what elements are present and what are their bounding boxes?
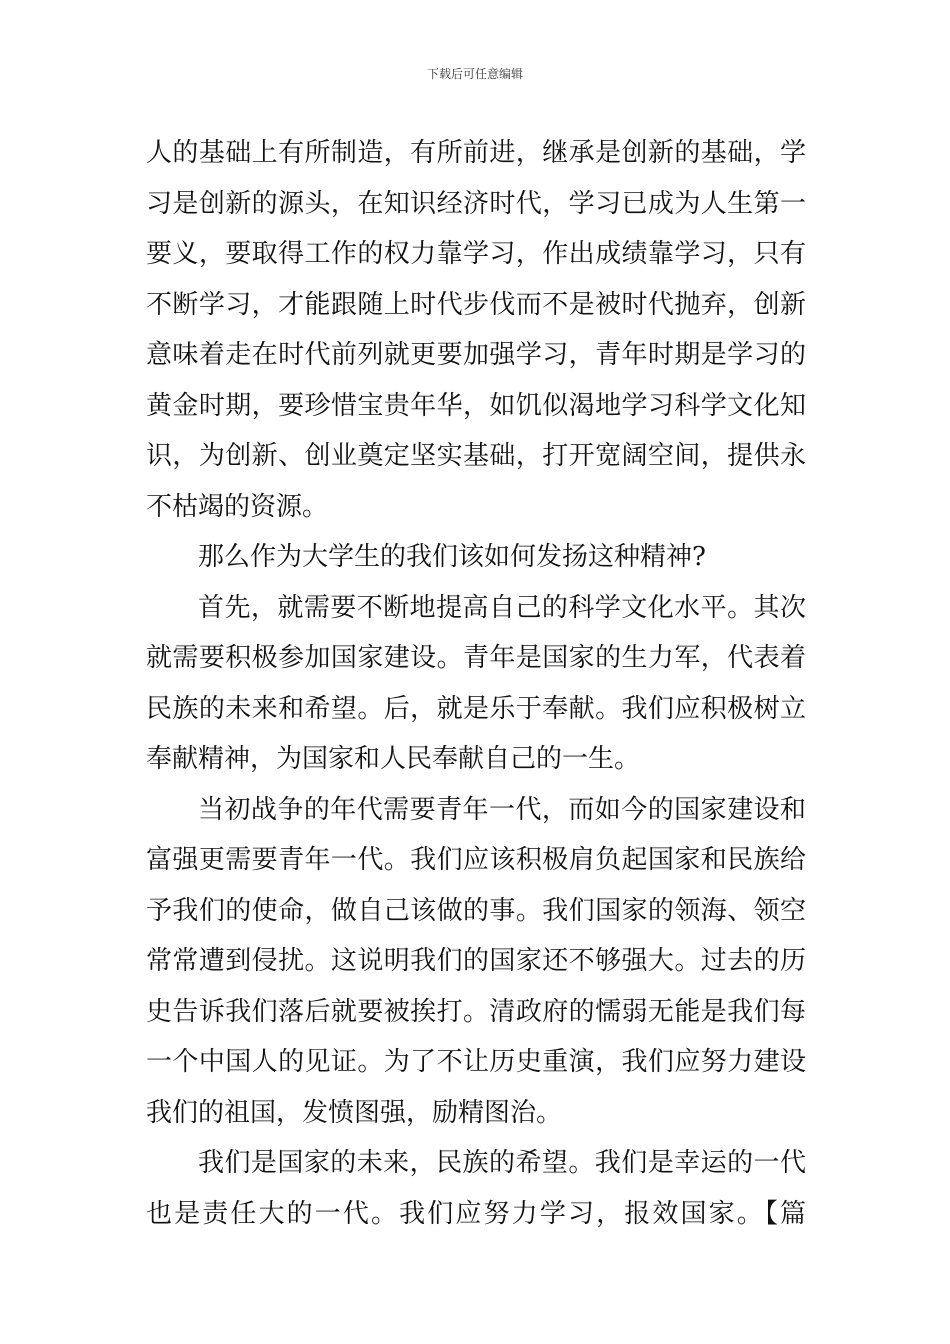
text-line: 予我们的使命，做自己该做的事。我们国家的领海、领空	[146, 895, 806, 926]
text-line: 人的基础上有所制造，有所前进，继承是创新的基础，学	[146, 138, 806, 168]
text-line: 我们的祖国，发愤图强，励精图治。	[146, 1097, 563, 1128]
text-line: 民族的未来和希望。后，就是乐于奉献。我们应积极树立	[146, 693, 806, 724]
text-line: 也是责任大的一代。我们应努力学习，报效国家。【篇	[146, 1198, 806, 1229]
text-line: 不断学习，才能跟随上时代步伐而不是被时代抛弃，创新	[146, 289, 806, 320]
text-line: 常常遭到侵扰。这说明我们的国家还不够强大。过去的历	[146, 946, 806, 976]
text-line: 当初战争的年代需要青年一代，而如今的国家建设和	[198, 794, 806, 825]
text-line: 史告诉我们落后就要被挨打。清政府的懦弱无能是我们每	[146, 996, 806, 1027]
text-line: 就需要积极参加国家建设。青年是国家的生力军，代表着	[146, 643, 806, 673]
text-line: 黄金时期，要珍惜宝贵年华，如饥似渴地学习科学文化知	[146, 390, 806, 421]
text-line: 奉献精神，为国家和人民奉献自己的一生。	[146, 744, 641, 774]
text-line: 识，为创新、创业奠定坚实基础，打开宽阔空间，提供永	[146, 441, 806, 471]
page-header: 下载后可任意编辑	[426, 67, 523, 81]
text-line: 我们是国家的未来，民族的希望。我们是幸运的一代	[198, 1148, 806, 1178]
text-line: 习是创新的源头，在知识经济时代，学习已成为人生第一	[146, 188, 806, 219]
text-line: 一个中国人的见证。为了不让历史重演，我们应努力建设	[146, 1047, 806, 1077]
text-line: 首先，就需要不断地提高自己的科学文化水平。其次	[198, 592, 806, 623]
text-line: 不枯竭的资源。	[146, 491, 329, 522]
document-body	[146, 128, 806, 1239]
text-line: 那么作为大学生的我们该如何发扬这种精神?	[198, 542, 706, 572]
text-line: 要义，要取得工作的权力靠学习，作出成绩靠学习，只有	[146, 239, 806, 269]
text-line: 富强更需要青年一代。我们应该积极肩负起国家和民族给	[146, 845, 806, 875]
text-line: 意味着走在时代前列就更要加强学习，青年时期是学习的	[146, 340, 806, 370]
